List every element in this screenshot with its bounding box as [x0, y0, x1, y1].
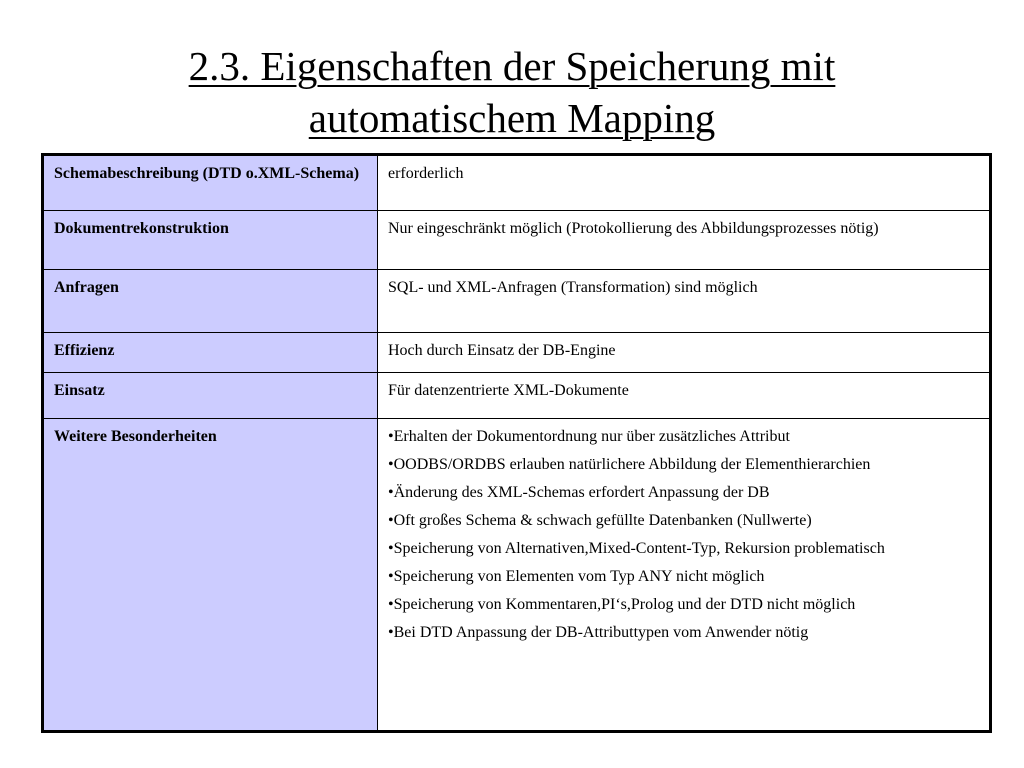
properties-table — [41, 153, 992, 733]
row-value-usage: Für datenzentrierte XML-Dokumente — [378, 373, 991, 419]
table-row-schema — [43, 155, 991, 211]
table-row-efficiency — [43, 333, 991, 373]
list-item: •Speicherung von Alternativen,Mixed-Content-Typ, Rekursion problematisch — [388, 540, 885, 557]
list-item: •Änderung des XML-Schemas erfordert Anpassung der DB — [388, 484, 770, 501]
row-value-efficiency: Hoch durch Einsatz der DB-Engine — [378, 333, 991, 373]
list-item: •Speicherung von Elementen vom Typ ANY nicht möglich — [388, 568, 765, 585]
table-row-reconstruction — [43, 211, 991, 270]
row-key-reconstruction: Dokumentrekonstruktion — [43, 211, 378, 270]
list-item: •Oft großes Schema & schwach gefüllte Datenbanken (Nullwerte) — [388, 512, 812, 529]
row-value-reconstruction: Nur eingeschränkt möglich (Protokollierung des Abbildungsprozesses nötig) — [378, 211, 991, 270]
row-value-schema: erforderlich — [378, 155, 991, 211]
table-row-usage — [43, 373, 991, 419]
list-item: •OODBS/ORDBS erlauben natürlichere Abbildung der Elementhierarchien — [388, 456, 871, 473]
row-value-special — [378, 419, 991, 732]
row-key-schema: Schemabeschreibung (DTD o.XML-Schema) — [43, 155, 378, 211]
row-key-special: Weitere Besonderheiten — [43, 419, 378, 732]
row-key-usage: Einsatz — [43, 373, 378, 419]
slide-title-line-2: automatischem Mapping — [308, 95, 716, 141]
list-item: •Speicherung von Kommentaren,PI‘s,Prolog und der DTD nicht möglich — [388, 596, 856, 613]
table-row-queries — [43, 270, 991, 333]
table-row-special — [43, 419, 991, 732]
slide-title — [0, 40, 1024, 144]
row-value-queries: SQL- und XML-Anfragen (Transformation) sind möglich — [378, 270, 991, 333]
list-item: •Bei DTD Anpassung der DB-Attributtypen vom Anwender nötig — [388, 624, 809, 641]
row-key-efficiency: Effizienz — [43, 333, 378, 373]
special-bullet-list — [388, 425, 979, 644]
list-item: •Erhalten der Dokumentordnung nur über zusätzliches Attribut — [388, 428, 790, 445]
slide-title-line-1: 2.3. Eigenschaften der Speicherung mit — [188, 43, 836, 89]
row-key-queries: Anfragen — [43, 270, 378, 333]
